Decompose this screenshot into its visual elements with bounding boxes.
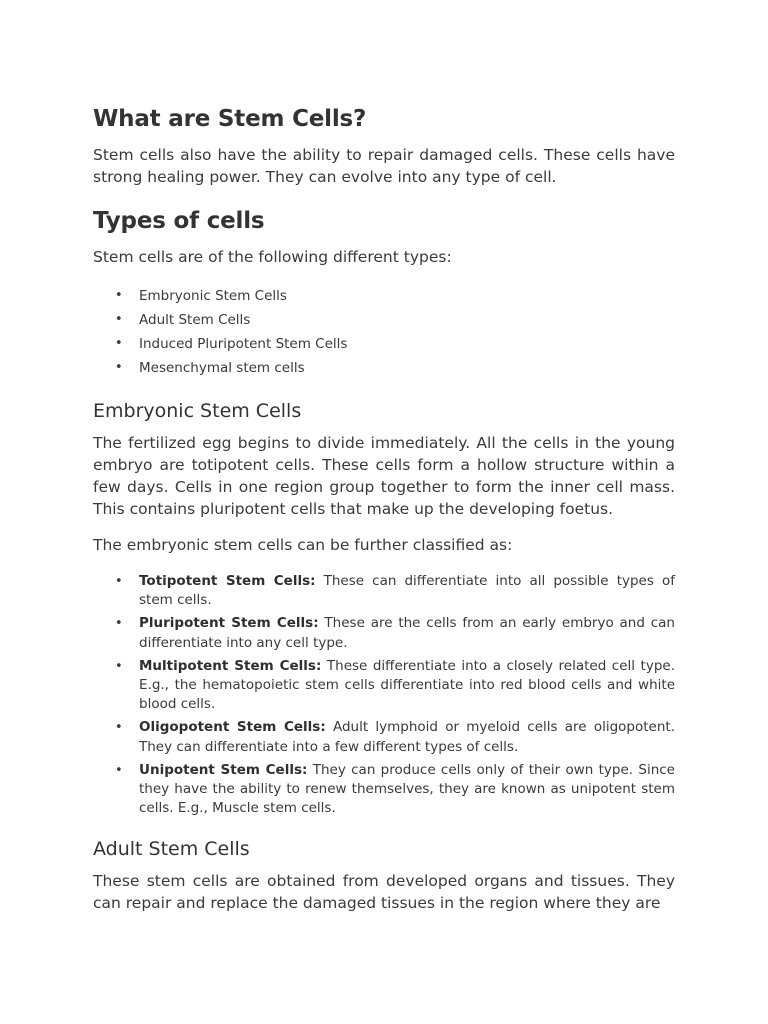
heading-what-are-stem-cells: What are Stem Cells?: [93, 106, 367, 132]
term-description: These differentiate into a closely related cell type. E.g., the hematopoietic stem cells differentiate into red blood cells and white blood cells.: [139, 657, 675, 713]
term-description: These are the cells from an early embryo and can differentiate into any cell type.: [139, 615, 675, 651]
document-page: [93, 104, 675, 914]
list-stem-cell-types: [93, 284, 675, 380]
paragraph-embryonic: The fertilized egg begins to divide immediately. All the cells in the young embryo are totipotent cells. These cells form a hollow structure within a few days. Cells in one region group together to form the inner cell mass. This contains pluripotent cells that make up the developing foetus.: [93, 434, 675, 518]
term-description: These can differentiate into all possible types of stem cells.: [139, 573, 675, 609]
paragraph-adult: These stem cells are obtained from developed organs and tissues. They can repair and replace the damaged tissues in the region where they are: [93, 872, 675, 913]
list-item: [93, 572, 675, 610]
bullet-icon: •: [115, 720, 123, 736]
bullet-icon: •: [115, 658, 123, 674]
paragraph-types-intro: Stem cells are of the following different types:: [93, 248, 452, 266]
heading-embryonic-stem-cells: Embryonic Stem Cells: [93, 400, 302, 422]
term-label: Pluripotent Stem Cells:: [139, 615, 319, 632]
list-item: [93, 718, 675, 756]
heading-adult-stem-cells: Adult Stem Cells: [93, 838, 250, 861]
bullet-icon: •: [115, 574, 123, 589]
bullet-icon: •: [115, 616, 123, 632]
list-item: • Mesenchymal stem cells: [93, 356, 675, 380]
paragraph-classified-intro: The embryonic stem cells can be further classified as:: [93, 536, 513, 554]
list-item: [93, 614, 675, 652]
bullet-icon: •: [115, 312, 123, 327]
bullet-icon: •: [115, 336, 123, 351]
list-item: • Embryonic Stem Cells: [93, 284, 675, 308]
bullet-icon: •: [115, 360, 123, 375]
paragraph-stem-cells-intro: Stem cells also have the ability to repair damaged cells. These cells have strong healing power. They can evolve into any type of cell.: [93, 146, 675, 186]
list-item: • Adult Stem Cells: [93, 308, 675, 332]
term-label: Oligopotent Stem Cells:: [139, 719, 326, 736]
list-item: [93, 657, 675, 715]
heading-types-of-cells: Types of cells: [93, 208, 265, 234]
list-item: • Induced Pluripotent Stem Cells: [93, 332, 675, 356]
term-label: Multipotent Stem Cells:: [139, 657, 322, 674]
bullet-icon: •: [115, 288, 123, 303]
list-embryonic-classes: [93, 572, 675, 818]
term-description: Adult lymphoid or myeloid cells are oligopotent. They can differentiate into a few different types of cells.: [139, 719, 675, 755]
term-description: They can produce cells only of their own type. Since they have the ability to renew themselves, they are known as unipotent stem cells. E.g., Muscle stem cells.: [139, 761, 675, 817]
list-item: [93, 761, 675, 819]
bullet-icon: •: [115, 762, 123, 778]
term-label: Unipotent Stem Cells:: [139, 761, 308, 778]
term-label: Totipotent Stem Cells:: [139, 573, 316, 589]
